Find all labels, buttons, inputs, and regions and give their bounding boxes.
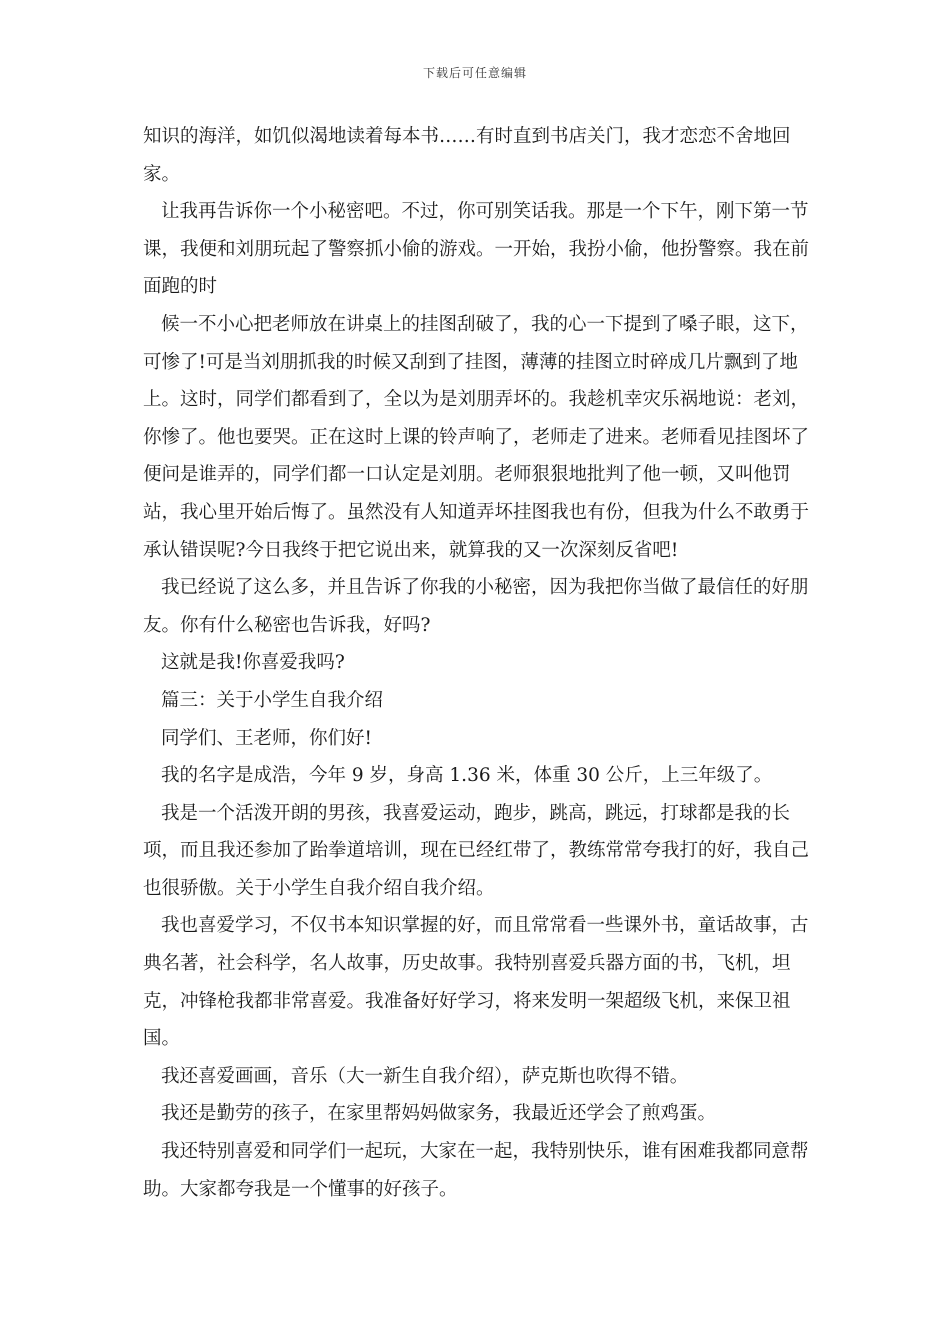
- document-body: [143, 118, 823, 1208]
- paragraph-greeting: 同学们、王老师，你们好!: [161, 727, 372, 749]
- paragraph-3: 候一不小心把老师放在讲桌上的挂图刮破了，我的心一下提到了嗓子眼，这下，可惨了!可是当刘朋抓我的时候又刮到了挂图，薄薄的挂图立时碎成几片飘到了地上。这时，同学们都看到了，全以为是刘朋弄坏的。我趁机幸灾乐祸地说：老刘，你惨了。他也要哭。正在这时上课的铃声响了，老师走了进来。老师看见挂图坏了便问是谁弄的，同学们都一口认定是刘朋。老师狠狠地批判了他一顿，又叫他罚站，我心里开始后悔了。虽然没有人知道弄坏挂图我也有份，但我为什么不敢勇于承认错误呢?今日我终于把它说出来，就算我的又一次深刻反省吧!: [143, 313, 810, 561]
- section-heading: 篇三：关于小学生自我介绍: [161, 689, 384, 711]
- paragraph-sports: 我是一个活泼开朗的男孩，我喜爱运动，跑步，跳高，跳远，打球都是我的长项，而且我还参加了跆拳道培训，现在已经红带了，教练常常夸我打的好，我自己也很骄傲。关于小学生自我介绍自我介绍。: [143, 802, 810, 899]
- paragraph-study: 我也喜爱学习，不仅书本知识掌握的好，而且常常看一些课外书，童话故事，古典名著，社会科学，名人故事，历史故事。我特别喜爱兵器方面的书，飞机，坦克，冲锋枪我都非常喜爱。我准备好好学习，将来发明一架超级飞机，来保卫祖国。: [143, 915, 809, 1050]
- paragraph-friends: 我还特别喜爱和同学们一起玩，大家在一起，我特别快乐，谁有困难我都同意帮助。大家都夸我是一个懂事的好孩子。: [143, 1141, 809, 1200]
- paragraph-chores: 我还是勤劳的孩子，在家里帮妈妈做家务，我最近还学会了煎鸡蛋。: [161, 1103, 717, 1125]
- paragraph-1: 知识的海洋，如饥似渴地读着每本书……有时直到书店关门，我才恋恋不舍地回家。: [143, 126, 791, 185]
- paragraph-intro: 我的名字是成浩，今年 9 岁，身高 1.36 米，体重 30 公斤，上三年级了。: [161, 765, 773, 787]
- paragraph-5: 这就是我!你喜爱我吗?: [161, 652, 345, 674]
- paragraph-4: 我已经说了这么多，并且告诉了你我的小秘密，因为我把你当做了最信任的好朋友。你有什么秘密也告诉我，好吗?: [143, 577, 809, 636]
- paragraph-hobbies: 我还喜爱画画，音乐（大一新生自我介绍），萨克斯也吹得不错。: [161, 1065, 689, 1087]
- page-header: 下载后可任意编辑: [422, 66, 527, 80]
- paragraph-2: 让我再告诉你一个小秘密吧。不过，你可别笑话我。那是一个下午，刚下第一节课，我便和刘朋玩起了警察抓小偷的游戏。一开始，我扮小偷，他扮警察。我在前面跑的时: [143, 201, 810, 298]
